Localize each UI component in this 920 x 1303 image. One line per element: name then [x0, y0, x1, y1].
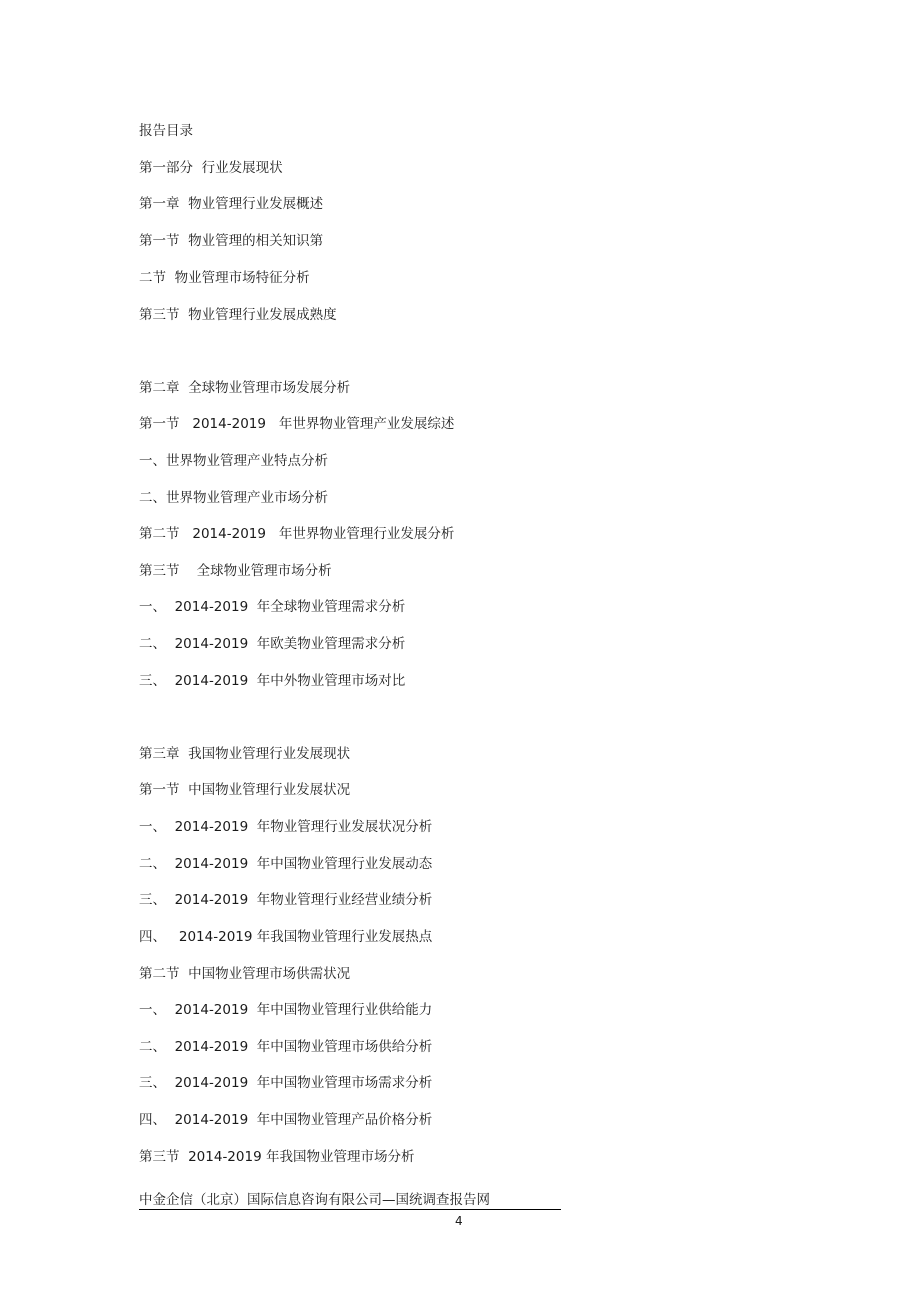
chapter-3-heading: 第三章 我国物业管理行业发展现状: [139, 746, 351, 762]
toc-entry: 三、 2014-2019 年中外物业管理市场对比: [139, 673, 406, 689]
toc-entry: 二节 物业管理市场特征分析: [139, 270, 310, 286]
toc-entry: 第二节 中国物业管理市场供需状况: [139, 966, 351, 982]
toc-entry: 二、世界物业管理产业市场分析: [139, 490, 328, 506]
toc-entry: 四、 2014-2019 年中国物业管理产品价格分析: [139, 1112, 433, 1128]
toc-entry: 第一节 中国物业管理行业发展状况: [139, 782, 351, 798]
toc-entry: 第一节 物业管理的相关知识第: [139, 233, 324, 249]
part-heading: 第一部分 行业发展现状: [139, 160, 283, 176]
page-number: 4: [455, 1214, 463, 1228]
toc-entry: 第一节 2014-2019 年世界物业管理产业发展综述: [139, 416, 455, 432]
toc-title: 报告目录: [139, 123, 193, 139]
toc-entry: 二、 2014-2019 年中国物业管理市场供给分析: [139, 1039, 433, 1055]
toc-entry: 二、 2014-2019 年中国物业管理行业发展动态: [139, 856, 433, 872]
toc-entry: 三、 2014-2019 年中国物业管理市场需求分析: [139, 1075, 433, 1091]
toc-entry: 第三节 物业管理行业发展成熟度: [139, 307, 337, 323]
toc-entry: 第三节 全球物业管理市场分析: [139, 563, 332, 579]
chapter-1-heading: 第一章 物业管理行业发展概述: [139, 196, 324, 212]
toc-entry: 二、 2014-2019 年欧美物业管理需求分析: [139, 636, 406, 652]
toc-entry: 第二节 2014-2019 年世界物业管理行业发展分析: [139, 526, 455, 542]
chapter-2-heading: 第二章 全球物业管理市场发展分析: [139, 380, 351, 396]
footer-company: 中金企信（北京）国际信息咨询有限公司—国统调查报告网: [139, 1191, 561, 1210]
toc-entry: 一、世界物业管理产业特点分析: [139, 453, 328, 469]
toc-entry: 一、 2014-2019 年物业管理行业发展状况分析: [139, 819, 433, 835]
toc-entry: 一、 2014-2019 年全球物业管理需求分析: [139, 599, 406, 615]
toc-entry: 一、 2014-2019 年中国物业管理行业供给能力: [139, 1002, 433, 1018]
toc-entry: 四、 2014-2019 年我国物业管理行业发展热点: [139, 929, 433, 945]
toc-entry: 第三节 2014-2019 年我国物业管理市场分析: [139, 1149, 415, 1165]
toc-entry: 三、 2014-2019 年物业管理行业经营业绩分析: [139, 892, 433, 908]
